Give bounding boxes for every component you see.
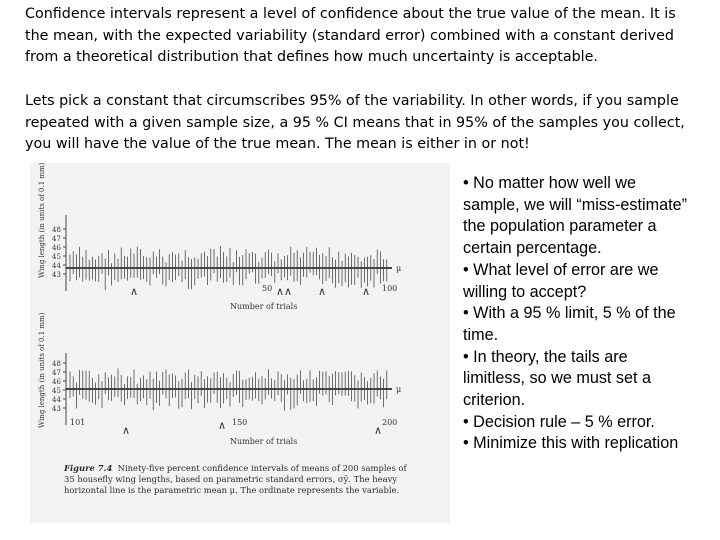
confidence-interval-figure [30, 163, 450, 523]
top-ytick-47: 47 [52, 235, 61, 243]
bottom-y-axis-label: Wing length (in units of 0.1 mm) [38, 312, 46, 428]
bullet-item-3: • With a 95 % limit, 5 % of the time. [463, 304, 676, 344]
top-miss-marker-1: ∧ [130, 285, 139, 298]
top-ytick-46: 46 [52, 244, 61, 252]
top-ytick-48: 48 [52, 226, 61, 234]
bullet-list [463, 173, 693, 455]
bottom-xtick-101: 101 [70, 418, 86, 427]
bottom-xtick-200: 200 [382, 418, 398, 427]
top-ytick-43: 43 [52, 271, 61, 279]
bottom-miss-marker-1: ∧ [122, 424, 131, 437]
top-mu-label: μ [396, 264, 402, 273]
bottom-panel [38, 312, 401, 446]
bottom-mu-label: μ [396, 385, 402, 394]
top-xtick-100: 100 [382, 284, 398, 293]
caption-label: Figure 7.4 [64, 463, 113, 473]
bottom-x-axis-label: Number of trials [230, 437, 298, 446]
bullet-item-1: • No matter how well we sample, we will “miss-estimate” the population parameter a certain percentage. [463, 174, 687, 258]
top-ytick-45: 45 [52, 253, 61, 261]
bullet-item-5: • Decision rule – 5 % error. [463, 412, 655, 431]
top-y-axis-label: Wing length (in units of 0.1 mm) [38, 163, 46, 278]
top-miss-marker-3: ∧ [318, 285, 327, 298]
figure-caption [64, 463, 416, 496]
bottom-ytick-43: 43 [52, 405, 61, 413]
explanation-paragraph: Lets pick a constant that circumscribes 95% of the variability. In other words, if you sample repeated with a given sample size, a 95 % CI means that in 95% of the samples you collect, you will have the value of the true mean. The mean is either in or not! [25, 93, 685, 152]
caption-text: Ninety-five percent confidence intervals of means of 200 samples of 35 housefly wing lengths, based on parametric standard errors, σȳ. The heavy horizontal line is the parametric mean μ. The ordinate represents the variable. [64, 463, 407, 495]
intro-paragraph: Confidence intervals represent a level of confidence about the true value of the mean. It is the mean, with the expected variability (standard error) combined with a constant derived from a theoretical distribution that defines how much uncertainty is acceptable. [25, 6, 676, 65]
bottom-miss-marker-3: ∧ [374, 424, 383, 437]
bottom-ytick-46: 46 [52, 378, 61, 386]
top-xtick-50: 50 [262, 284, 273, 293]
bullet-item-6: • Minimize this with replication [463, 434, 679, 453]
bottom-ytick-47: 47 [52, 369, 61, 377]
bullet-item-4: • In theory, the tails are limitless, so we must set a criterion. [463, 347, 652, 410]
bottom-ytick-45: 45 [52, 387, 61, 395]
bottom-xtick-150: 150 [232, 418, 248, 427]
top-panel [38, 163, 401, 311]
top-x-axis-label: Number of trials [230, 302, 298, 311]
top-miss-marker-4: ∧ [362, 285, 371, 298]
bottom-ytick-44: 44 [52, 396, 61, 404]
top-miss-marker-2: ∧∧ [276, 285, 293, 298]
bottom-ytick-48: 48 [52, 360, 61, 368]
bottom-miss-marker-2: ∧ [218, 419, 227, 432]
bullet-item-2: • What level of error are we willing to accept? [463, 260, 659, 301]
top-ytick-44: 44 [52, 262, 61, 270]
